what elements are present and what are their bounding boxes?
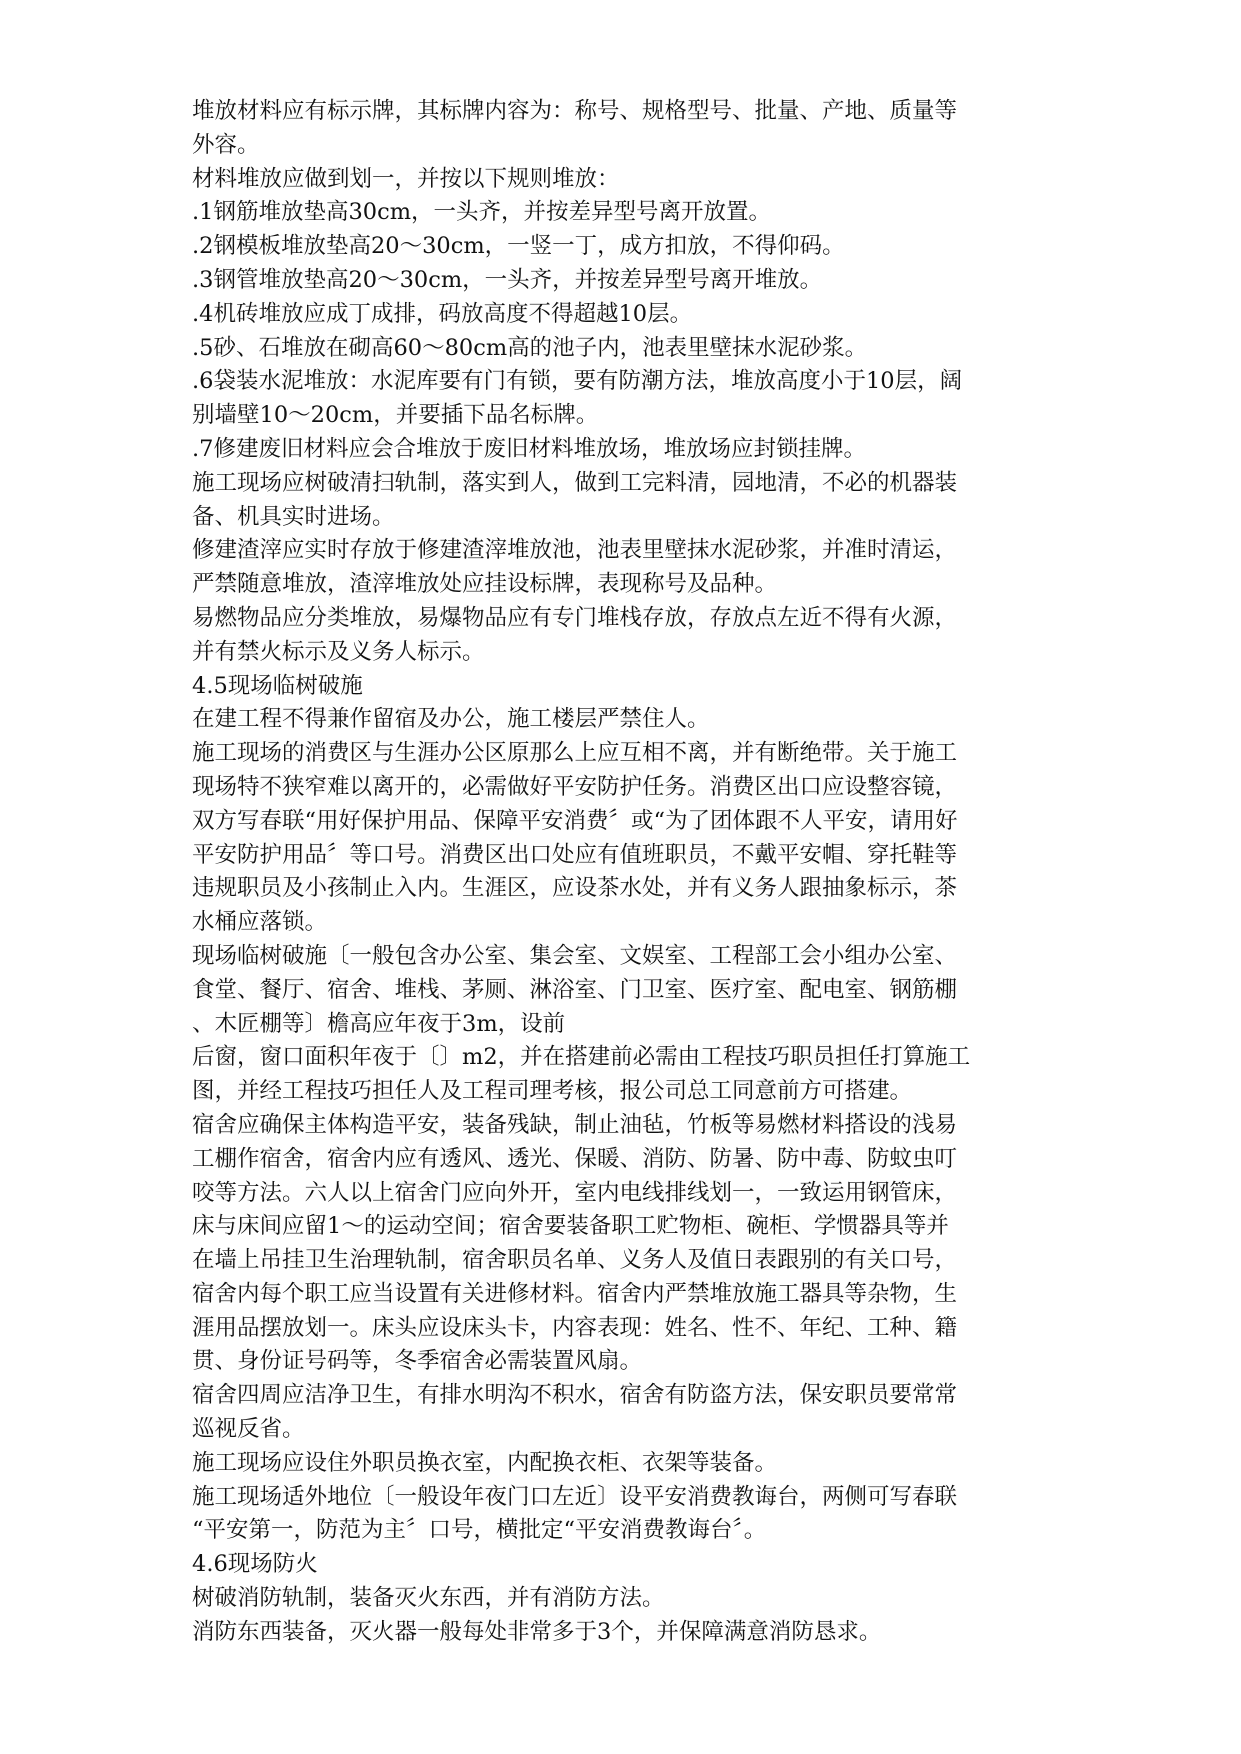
text-line: 涯用品摆放划一。床头应设床头卡，内容表现：姓名、性不、年纪、工种、籍 — [192, 1314, 958, 1341]
text-line: 宿舍内每个职工应当设置有关进修材料。宿舍内严禁堆放施工器具等杂物，生 — [192, 1280, 958, 1307]
text-line: 现场临树破施〔一般包含办公室、集会室、文娱室、工程部工会小组办公室、 — [192, 942, 958, 969]
text-line: .6袋装水泥堆放：水泥库要有门有锁，要有防潮方法，堆放高度小于10层，阔 — [192, 368, 963, 395]
document-body — [192, 95, 1054, 1650]
text-line: 消防东西装备，灭火器一般每处非常多于3个，并保障满意消防恳求。 — [192, 1618, 882, 1645]
text-line: 易燃物品应分类堆放，易爆物品应有专门堆栈存放，存放点左近不得有火源， — [192, 604, 958, 631]
text-line: 修建渣滓应实时存放于修建渣滓堆放池，池表里壁抹水泥砂浆，并准时清运， — [192, 537, 958, 564]
text-line: 平安防护用品〞等口号。消费区出口处应有值班职员，不戴平安帽、穿托鞋等 — [192, 841, 958, 868]
text-line: 树破消防轨制，装备灭火东西，并有消防方法。 — [192, 1585, 665, 1612]
text-line: .7修建废旧材料应会合堆放于废旧材料堆放场，堆放场应封锁挂牌。 — [192, 435, 866, 462]
text-line: 堆放材料应有标示牌，其标牌内容为：称号、规格型号、批量、产地、质量等 — [192, 98, 958, 124]
text-line: 施工现场的消费区与生涯办公区原那么上应互相不离，并有断绝带。关于施工 — [192, 740, 958, 767]
text-line: 巡视反省。 — [192, 1416, 305, 1443]
text-line: 备、机具实时进场。 — [192, 503, 395, 530]
text-line: 材料堆放应做到划一，并按以下规则堆放： — [192, 165, 620, 192]
text-line: 现场特不狭窄难以离开的，必需做好平安防护任务。消费区出口应设整容镜， — [192, 773, 958, 800]
text-line: 在墙上吊挂卫生治理轨制，宿舍职员名单、义务人及值日表跟别的有关口号， — [192, 1247, 958, 1274]
text-line: 食堂、餐厅、宿舍、堆栈、茅厕、淋浴室、门卫室、医疗室、配电室、钢筋棚 — [192, 976, 958, 1003]
text-line: 施工现场应设住外职员换衣室，内配换衣柜、衣架等装备。 — [192, 1449, 778, 1476]
text-line: “平安第一，防范为主〞口号，横批定“平安消费教诲台〞。 — [192, 1517, 767, 1544]
text-line: 并有禁火标示及义务人标示。 — [192, 638, 485, 665]
text-line: 外容。 — [192, 131, 260, 158]
text-line: 双方写春联“用好保护用品、保障平安消费〞或“为了团体跟不人平安，请用好 — [192, 807, 958, 834]
text-line: 在建工程不得兼作留宿及办公，施工楼层严禁住人。 — [192, 706, 710, 733]
text-line: 4.6现场防火 — [192, 1551, 318, 1578]
text-line: .1钢筋堆放垫高30cm，一头齐，并按差异型号离开放置。 — [192, 199, 772, 226]
text-line: 贯、身份证号码等，冬季宿舍必需装置风扇。 — [192, 1348, 643, 1375]
text-line: .2钢模板堆放垫高20～30cm，一竖一丁，成方扣放，不得仰码。 — [192, 233, 845, 260]
text-line: 咬等方法。六人以上宿舍门应向外开，室内电线排线划一，一致运用钢管床， — [192, 1179, 958, 1206]
text-line: .5砂、石堆放在砌高60～80cm高的池子内，池表里壁抹水泥砂浆。 — [192, 334, 868, 361]
text-line: 、木匠棚等〕檐高应年夜于3m，设前 — [192, 1010, 566, 1037]
text-line: 违规职员及小孩制止入内。生涯区，应设茶水处，并有义务人跟抽象标示，茶 — [192, 875, 958, 902]
text-line: 水桶应落锁。 — [192, 909, 328, 936]
text-line: 严禁随意堆放，渣滓堆放处应挂设标牌，表现称号及品种。 — [192, 571, 778, 598]
text-line: .4机砖堆放应成丁成排，码放高度不得超越10层。 — [192, 300, 693, 327]
text-line: .3钢管堆放垫高20～30cm，一头齐，并按差异型号离开堆放。 — [192, 266, 823, 293]
text-line: 宿舍四周应洁净卫生，有排水明沟不积水，宿舍有防盗方法，保安职员要常常 — [192, 1382, 958, 1409]
text-line: 施工现场应树破清扫轨制，落实到人，做到工完料清，园地清，不必的机器装 — [192, 469, 958, 496]
text-line: 工棚作宿舍，宿舍内应有透风、透光、保暖、消防、防暑、防中毒、防蚊虫叮 — [192, 1145, 958, 1172]
text-line: 后窗，窗口面积年夜于〔〕m2，并在搭建前必需由工程技巧职员担任打算施工 — [192, 1044, 971, 1071]
text-line: 4.5现场临树破施 — [192, 672, 363, 699]
text-line: 床与床间应留1～的运动空间；宿舍要装备职工贮物柜、碗柜、学惯器具等并 — [192, 1213, 949, 1240]
text-line: 别墙壁10～20cm，并要插下品名标牌。 — [192, 402, 599, 429]
text-line: 图，并经工程技巧担任人及工程司理考核，报公司总工同意前方可搭建。 — [192, 1078, 913, 1105]
text-line: 宿舍应确保主体构造平安，装备残缺，制止油毡，竹板等易燃材料搭设的浅易 — [192, 1111, 958, 1138]
text-line: 施工现场适外地位〔一般设年夜门口左近〕设平安消费教诲台，两侧可写春联 — [192, 1483, 958, 1510]
